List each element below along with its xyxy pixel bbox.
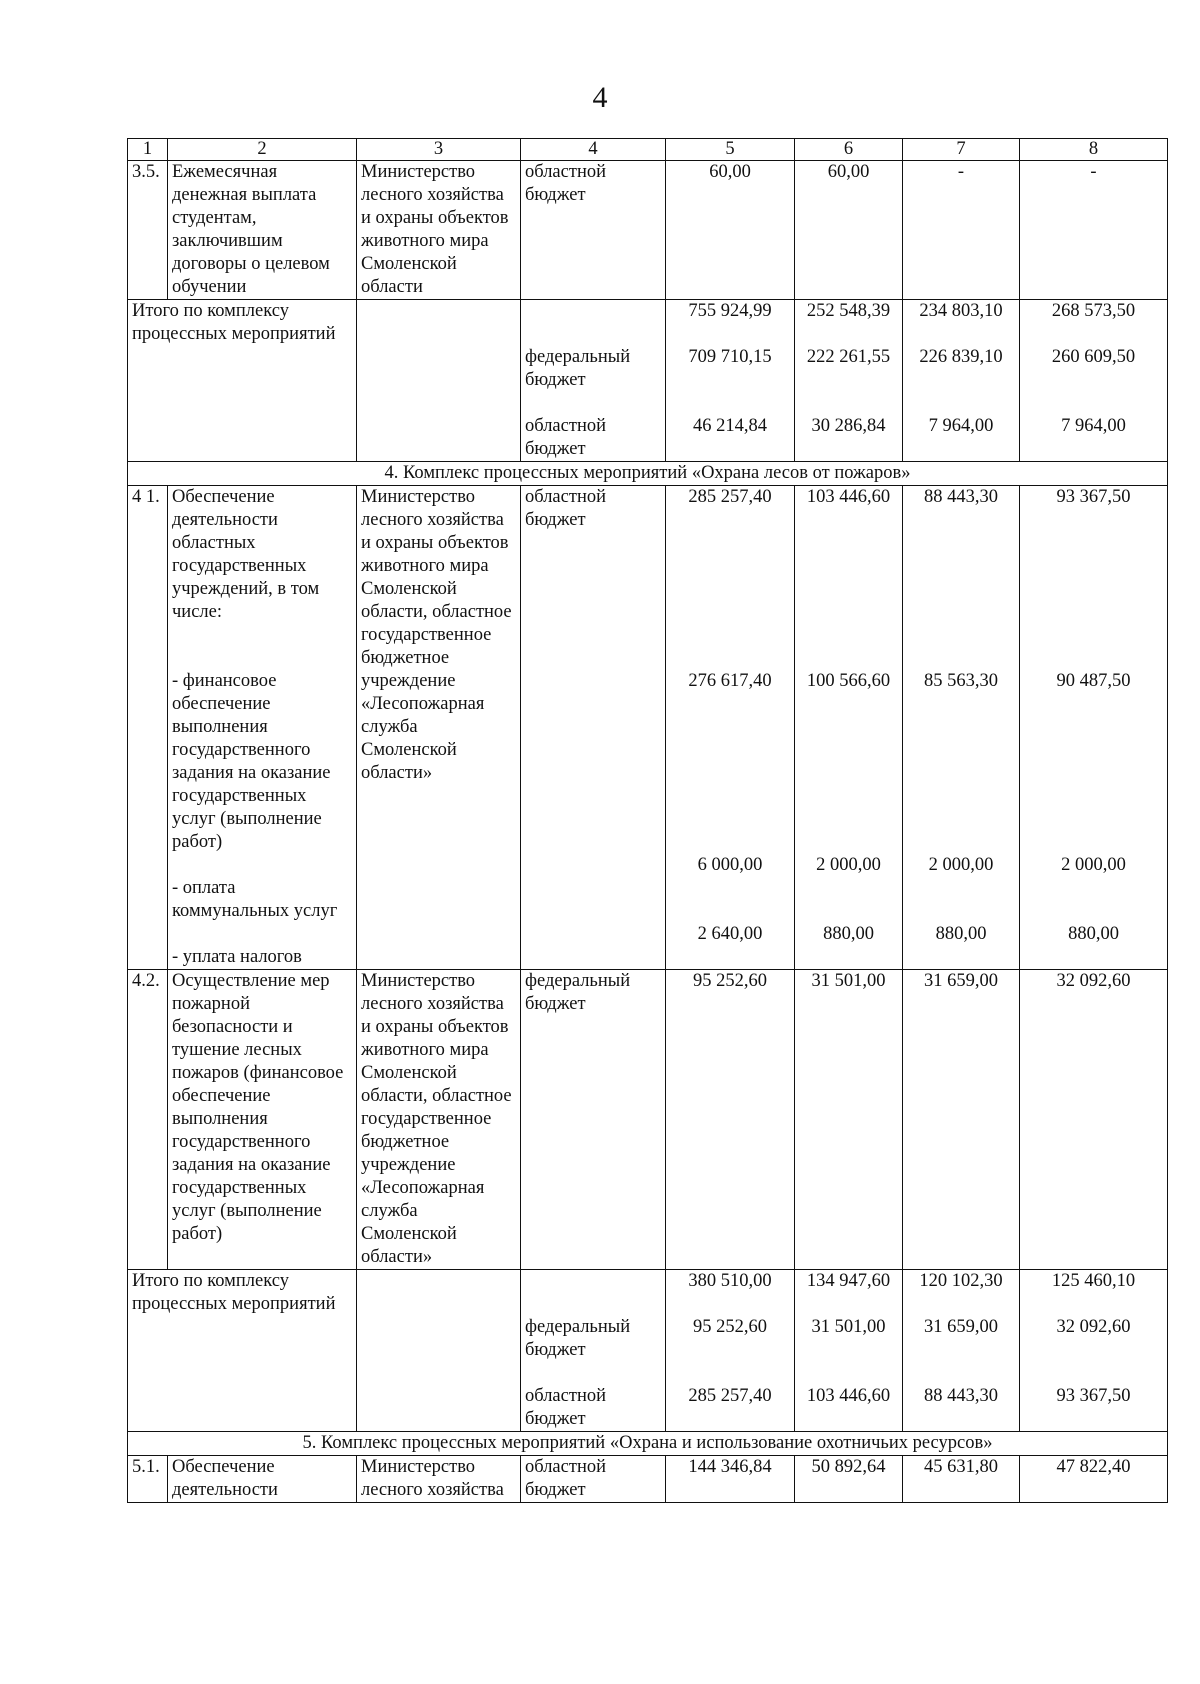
responsible-executor: Министерство лесного хозяйства [357,1456,521,1503]
total-federal: 31 501,00 [811,1317,886,1337]
spacer [525,300,661,346]
funding-source-list [521,300,666,462]
values-col7 [903,486,1020,970]
measure-name: Обеспечение деятельности областных государственных учреждений, в том числе: [172,487,320,622]
total-regional: 7 964,00 [1061,416,1126,436]
total-regional: 93 367,50 [1056,1386,1131,1406]
spacer [1024,877,1163,923]
table-row [128,486,1168,970]
value-year-2: 31 659,00 [903,970,1020,1270]
total-values-col7 [903,300,1020,462]
row-number: 4 1. [128,486,168,970]
total-all: 755 924,99 [688,301,772,321]
value-year-3: 47 822,40 [1020,1456,1168,1503]
value-main: 103 446,60 [806,487,891,507]
col-header-4: 4 [521,139,666,161]
spacer [799,1293,898,1316]
empty-cell [357,1270,521,1432]
spacer [1024,509,1163,670]
col-header-2: 2 [168,139,357,161]
value-sub1: 276 617,40 [688,671,772,691]
value-sub2: 2 000,00 [928,855,994,875]
value-sub3: 880,00 [935,924,987,944]
total-values-col7 [903,1270,1020,1432]
value-main: 285 257,40 [688,487,772,507]
measure-name: Осуществление мер пожарной безопасности и тушение лесных пожаров (финансовое обеспечение выполнения государственного задания на оказание государственных услуг (выполнение работ) [168,970,357,1270]
total-values-col6 [795,1270,903,1432]
row-number: 5.1. [128,1456,168,1503]
spacer [670,323,790,346]
value-sub3: 2 640,00 [697,924,763,944]
total-all: 252 548,39 [806,301,891,321]
total-regional: 30 286,84 [811,416,886,436]
spacer [907,1339,1015,1385]
values-col6 [795,486,903,970]
value-year-2: 45 631,80 [903,1456,1020,1503]
total-all: 125 460,10 [1051,1271,1136,1291]
spacer [1024,1339,1163,1385]
row-number: 4.2. [128,970,168,1270]
section-row [128,1432,1168,1456]
spacer [1024,693,1163,854]
responsible-executor: Министерство лесного хозяйства и охраны объектов животного мира Смоленской области, областное государственное бюджетное учреждение «Лесопожарная служба Смоленской области» [357,486,521,970]
total-label: Итого по комплексу процессных мероприятий [128,300,357,462]
total-row [128,300,1168,462]
federal-budget-label: федеральный бюджет [525,1317,631,1360]
col-header-6: 6 [795,139,903,161]
sub-item-name: - уплата налогов [172,947,302,967]
total-regional: 103 446,60 [806,1386,891,1406]
value-sub3: 880,00 [1068,924,1119,944]
value-total: 60,00 [666,161,795,300]
spacer [907,693,1015,854]
spacer [799,877,898,923]
value-year-2: - [903,161,1020,300]
budget-table [127,138,1168,1503]
values-col8 [1020,486,1168,970]
total-values-col5 [666,300,795,462]
value-year-3: 32 092,60 [1020,970,1168,1270]
total-all: 120 102,30 [919,1271,1003,1291]
total-all: 134 947,60 [806,1271,891,1291]
spacer [1024,369,1163,415]
spacer [670,369,790,415]
value-sub3: 880,00 [823,924,874,944]
total-regional: 88 443,30 [924,1386,998,1406]
total-federal: 222 261,55 [806,347,891,367]
column-number-row [128,139,1168,161]
funding-source: федеральный бюджет [521,970,666,1270]
total-federal: 709 710,15 [688,347,772,367]
funding-source: областной бюджет [521,486,666,970]
sub-item-name: - оплата коммунальных услуг [172,878,338,921]
value-sub1: 85 563,30 [924,671,998,691]
funding-source: областной бюджет [521,161,666,300]
spacer [525,1362,661,1385]
section-title: 4. Комплекс процессных мероприятий «Охрана лесов от пожаров» [128,462,1168,486]
value-sub1: 90 487,50 [1056,671,1131,691]
empty-cell [357,300,521,462]
value-total: 144 346,84 [666,1456,795,1503]
table-row [128,1456,1168,1503]
table-row [128,970,1168,1270]
value-sub2: 2 000,00 [1061,855,1126,875]
spacer [799,323,898,346]
total-all: 380 510,00 [688,1271,772,1291]
spacer [907,369,1015,415]
total-regional: 285 257,40 [688,1386,772,1406]
value-sub1: 100 566,60 [806,671,891,691]
measure-name: Ежемесячная денежная выплата студентам, заключившим договоры о целевом обучении [168,161,357,300]
regional-budget-label: областной бюджет [525,416,606,459]
total-federal: 226 839,10 [919,347,1003,367]
total-label: Итого по комплексу процессных мероприятий [128,1270,357,1432]
funding-source: областной бюджет [521,1456,666,1503]
spacer [799,369,898,415]
sub-item-name: - финансовое обеспечение выполнения государственного задания на оказание государственных услуг (выполнение работ) [172,671,331,852]
spacer [525,392,661,415]
spacer [907,509,1015,670]
responsible-executor: Министерство лесного хозяйства и охраны объектов животного мира Смоленской области, областное государственное бюджетное учреждение «Лесопожарная служба Смоленской области» [357,970,521,1270]
total-regional: 46 214,84 [693,416,767,436]
section-title: 5. Комплекс процессных мероприятий «Охрана и использование охотничьих ресурсов» [128,1432,1168,1456]
total-values-col6 [795,300,903,462]
spacer [907,1293,1015,1316]
col-header-1: 1 [128,139,168,161]
value-year-1: 31 501,00 [795,970,903,1270]
col-header-7: 7 [903,139,1020,161]
total-regional: 7 964,00 [928,416,994,436]
value-total: 95 252,60 [666,970,795,1270]
total-all: 234 803,10 [919,301,1003,321]
value-main: 88 443,30 [924,487,998,507]
spacer [172,624,352,670]
regional-budget-label: областной бюджет [525,1386,606,1429]
value-main: 93 367,50 [1056,487,1131,507]
spacer [670,509,790,670]
spacer [907,877,1015,923]
table-row [128,161,1168,300]
spacer [670,1293,790,1316]
total-values-col5 [666,1270,795,1432]
spacer [172,854,352,877]
spacer [670,693,790,854]
values-col5 [666,486,795,970]
value-year-1: 50 892,64 [795,1456,903,1503]
measure-name-list [168,486,357,970]
page-number: 4 [592,81,608,114]
responsible-executor: Министерство лесного хозяйства и охраны объектов животного мира Смоленской области [357,161,521,300]
spacer [525,1270,661,1316]
total-federal: 31 659,00 [924,1317,998,1337]
row-number: 3.5. [128,161,168,300]
col-header-5: 5 [666,139,795,161]
col-header-3: 3 [357,139,521,161]
spacer [670,1339,790,1385]
value-year-1: 60,00 [795,161,903,300]
spacer [172,923,352,946]
spacer [799,1339,898,1385]
value-sub2: 2 000,00 [816,855,881,875]
spacer [799,693,898,854]
col-header-8: 8 [1020,139,1168,161]
spacer [799,509,898,670]
total-values-col8 [1020,300,1168,462]
federal-budget-label: федеральный бюджет [525,347,631,390]
value-year-3: - [1020,161,1168,300]
spacer [1024,1293,1163,1316]
total-federal: 32 092,60 [1056,1317,1131,1337]
total-federal: 260 609,50 [1051,347,1136,367]
total-row [128,1270,1168,1432]
spacer [907,323,1015,346]
value-sub2: 6 000,00 [697,855,763,875]
measure-name: Обеспечение деятельности [168,1456,357,1503]
total-all: 268 573,50 [1051,301,1136,321]
total-federal: 95 252,60 [693,1317,767,1337]
section-row [128,462,1168,486]
spacer [670,877,790,923]
funding-source-list [521,1270,666,1432]
total-values-col8 [1020,1270,1168,1432]
spacer [1024,323,1163,346]
